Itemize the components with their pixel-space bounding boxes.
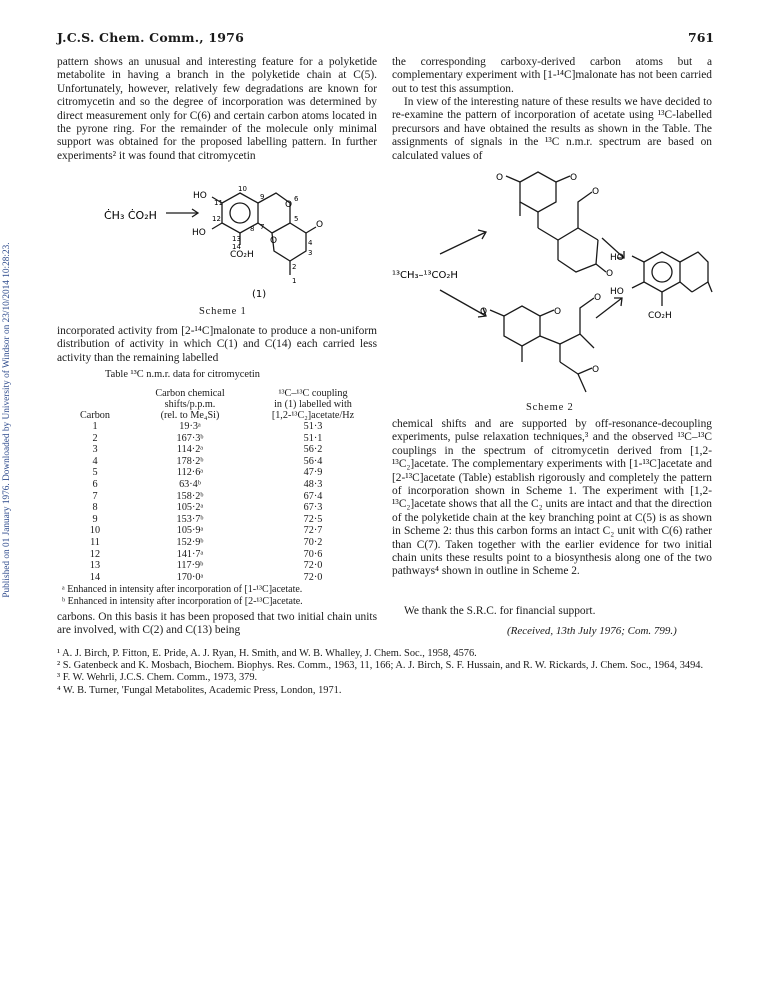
cell-shift: 158·2ᵇ [176, 490, 204, 502]
table-row [60, 502, 376, 514]
cell-coupling: 47·9 [303, 467, 323, 479]
cell-shift: 141·7ᵃ [176, 548, 204, 560]
table-row [60, 491, 376, 503]
scheme1-num-3: 3 [308, 249, 313, 257]
cell-carbon: 4 [92, 455, 98, 467]
cell-coupling: 51·3 [303, 421, 323, 432]
scheme1-num-7: 7 [260, 223, 265, 231]
cell-coupling: 72·7 [303, 525, 323, 537]
scheme-2-figure [392, 168, 714, 400]
cell-carbon: 6 [92, 478, 98, 490]
cell-carbon: 13 [89, 560, 101, 572]
table-row [60, 444, 376, 456]
left-column-paragraph-1: pattern shows an unusual and interesting feature for a polyketide metabolite in having a branch in the polyketide chain at C(5). Unfortunately, however, relatively few degradations are known for citromycetin and so the degree of incorporation was determined by direct measurement only for C(6) and certain carbon atoms located in the pyrone ring. For the remainder of the molecule only minimal support was obtained for the proposed labelling pattern. In further experiments² it was found that citromycetin [57, 56, 377, 162]
table-row [60, 537, 376, 549]
cell-shift: 112·6ᵃ [176, 467, 204, 479]
scheme2-precursor: ¹³CH₃–¹³CO₂H [392, 270, 458, 281]
scheme2-o-5: O [480, 307, 488, 317]
scheme1-num-13: 13 [232, 235, 241, 243]
cell-coupling: 70·6 [303, 548, 323, 560]
cell-carbon: 8 [92, 502, 98, 514]
table-row [60, 421, 376, 433]
scheme1-ring-oxygen: O [285, 200, 293, 210]
cell-carbon: 3 [92, 444, 98, 456]
table-row [60, 549, 376, 561]
table-row [60, 456, 376, 468]
scheme1-co2h: CO₂H [230, 250, 254, 260]
header-coupling-line-2: in (1) labelled with [274, 399, 352, 410]
scheme-1-figure [100, 183, 360, 303]
header-shifts-line-3: (rel. to Me₄Si) [160, 410, 220, 421]
scheme2-o-3: O [592, 187, 600, 197]
cell-carbon: 10 [89, 525, 101, 537]
download-stamp-wrapper [2, 160, 14, 680]
cell-coupling: 56·2 [303, 444, 323, 456]
table-row [60, 525, 376, 537]
scheme1-num-12: 12 [212, 215, 221, 223]
cell-coupling: 70·2 [303, 536, 323, 548]
cell-coupling: 72·5 [303, 513, 323, 525]
header-carbon: Carbon [80, 410, 110, 421]
table-row [60, 514, 376, 526]
scheme1-num-1: 1 [292, 277, 297, 285]
cell-shift: 153·7ᵇ [176, 513, 204, 525]
scheme-2-caption: Scheme 2 [526, 402, 574, 413]
cell-coupling: 56·4 [303, 455, 323, 467]
cell-shift: 105·9ᵃ [176, 525, 204, 537]
cell-carbon: 1 [92, 421, 98, 432]
reference-1: ¹ A. J. Birch, P. Fitton, E. Pride, A. J. Ryan, H. Smith, and W. B. Whalley, J. Chem. Soc., 1958, 4576. [57, 648, 477, 659]
table-row [60, 479, 376, 491]
scheme1-num-9: 9 [260, 193, 265, 201]
scheme2-o-8: O [592, 365, 600, 375]
cell-coupling: 48·3 [303, 478, 323, 490]
cell-carbon: 7 [92, 490, 98, 502]
reference-2: ² S. Gatenbeck and K. Mosbach, Biochem. Biophys. Res. Comm., 1963, 11, 166; A. J. Birch, S. F. Hussain, and R. W. Rickards, J. Chem. Soc., 1964, 3494. [57, 660, 704, 672]
scheme2-o-1: O [496, 173, 504, 183]
references-list [57, 648, 713, 697]
table-footnote-a: ᵃ Enhanced in intensity after incorporation of [1-¹³C]acetate. [62, 584, 303, 595]
scheme1-num-8: 8 [250, 225, 255, 233]
table-row [60, 467, 376, 479]
cell-carbon: 2 [92, 432, 98, 444]
download-stamp[interactable]: Published on 01 January 1976. Downloaded by University of Windsor on 23/10/2014 10:28:23. [2, 242, 12, 598]
cell-coupling: 72·0 [303, 560, 323, 572]
right-column-paragraph-1: the corresponding carboxy-derived carbon atoms but a complementary experiment with [1-¹⁴C]malonate has not been carried out to test this assumption. [392, 56, 712, 95]
cell-shift: 19·3ᵃ [179, 421, 201, 432]
scheme2-ho-bottom: HO [610, 287, 624, 297]
scheme1-ho-bottom: HO [192, 228, 206, 238]
scheme2-o-4: O [606, 269, 614, 279]
table-row [60, 572, 376, 584]
right-column-paragraph-4: We thank the S.R.C. for financial support. [404, 605, 596, 617]
scheme1-num-5: 5 [294, 215, 299, 223]
scheme1-num-6: 6 [294, 195, 299, 203]
scheme2-ho-top: HO [610, 253, 624, 263]
table-row [60, 433, 376, 445]
scheme1-compound-label: (1) [252, 289, 267, 300]
cell-shift: 167·3ᵇ [176, 432, 204, 444]
scheme1-keto-oxygen: O [316, 220, 324, 230]
page-number: 761 [688, 30, 715, 45]
scheme1-ho-top: HO [193, 191, 207, 201]
scheme1-pyrone-oxygen: O [270, 236, 278, 246]
scheme2-co2h: CO₂H [648, 311, 672, 321]
table-footnote-b: ᵇ Enhanced in intensity after incorporation of [2-¹³C]acetate. [62, 596, 303, 607]
received-date: (Received, 13th July 1976; Com. 799.) [507, 625, 677, 637]
scheme1-num-14: 14 [232, 243, 241, 251]
cell-shift: 105·2ᵃ [176, 502, 204, 514]
running-head: J.C.S. Chem. Comm., 1976 [57, 30, 244, 45]
cell-carbon: 12 [89, 548, 101, 560]
header-coupling-line-3: [1,2-¹³C₂]acetate/Hz [271, 410, 355, 421]
cell-shift: 178·2ᵇ [176, 455, 204, 467]
right-column-paragraph-3: chemical shifts and are supported by off-resonance-decoupling experiments, pulse relaxation techniques,³ and the observed ¹³C–¹³C couplings in the spectrum of citromycetin derived from [1,2-¹³C₂]acetate. The complementary experiments with [1-¹³C]acetate and [2-¹³C]acetate (Table) establish rigorously and completely the pattern of incorporation shown in Scheme 1. The experiment with [1,2-¹³C₂]acetate shows that all the C₂ units are intact and that the direction of the polyketide chain at the key branching point at C(5) is as shown in Scheme 2: thus this carbon forms an intact C₂ unit with C(6) rather than C(7). Taken together with the earlier evidence for two initial chain units these results point to a biosynthesis along one of the two pathways⁴ shown in outline in Scheme 2. [392, 418, 712, 578]
header-shifts-line-1: Carbon chemical [155, 388, 225, 399]
scheme1-num-2: 2 [292, 263, 297, 271]
cell-carbon: 5 [92, 467, 98, 479]
cell-coupling: 67·4 [303, 490, 323, 502]
reference-3: ³ F. W. Wehrli, J.C.S. Chem. Comm., 1973, 379. [57, 672, 258, 684]
left-column-paragraph-3: carbons. On this basis it has been proposed that two initial chain units are involved, with C(2) and C(13) being [57, 611, 377, 637]
scheme1-num-10: 10 [238, 185, 247, 193]
scheme1-precursor: ĊH₃ ĊO₂H [104, 209, 157, 222]
table-row [60, 560, 376, 572]
scheme1-num-11: 11 [214, 199, 223, 207]
scheme2-o-7: O [594, 293, 602, 303]
header-shifts-line-2: shifts/p.p.m. [164, 399, 216, 410]
cell-coupling: 72·0 [303, 571, 323, 583]
cell-shift: 117·9ᵇ [176, 560, 204, 572]
header-coupling [250, 388, 376, 421]
right-column-paragraph-2: In view of the interesting nature of these results we have decided to re-examine the pattern of incorporation of acetate using ¹³C-labelled precursors and have obtained the results as shown in the Table. The assignments of signals in the ¹³C n.m.r. spectrum are based on calculated values of [392, 96, 712, 162]
scheme1-num-4: 4 [308, 239, 313, 247]
cell-shift: 170·0ᵃ [176, 571, 204, 583]
scheme-1-caption: Scheme 1 [199, 306, 247, 317]
nmr-data-table [60, 388, 376, 583]
header-coupling-line-1: ¹³C–¹³C coupling [278, 388, 348, 399]
cell-shift: 114·2ᵃ [176, 444, 204, 456]
scheme2-o-2: O [570, 173, 578, 183]
cell-shift: 63·4ᵇ [179, 478, 201, 490]
cell-carbon: 14 [89, 571, 101, 583]
header-shifts [130, 388, 250, 421]
cell-shift: 152·9ᵇ [176, 536, 204, 548]
cell-coupling: 67·3 [303, 502, 323, 514]
table-title: Table ¹³C n.m.r. data for citromycetin [105, 369, 260, 380]
reference-4: ⁴ W. B. Turner, 'Fungal Metabolites, Academic Press, London, 1971. [57, 684, 342, 696]
cell-carbon: 11 [90, 536, 100, 548]
cell-coupling: 51·1 [303, 432, 323, 444]
scheme2-o-6: O [554, 307, 562, 317]
cell-carbon: 9 [92, 513, 98, 525]
left-column-paragraph-2: incorporated activity from [2-¹⁴C]malonate to produce a non-uniform distribution of activity in which C(1) and C(14) each carried less activity than the remaining labelled [57, 325, 377, 364]
